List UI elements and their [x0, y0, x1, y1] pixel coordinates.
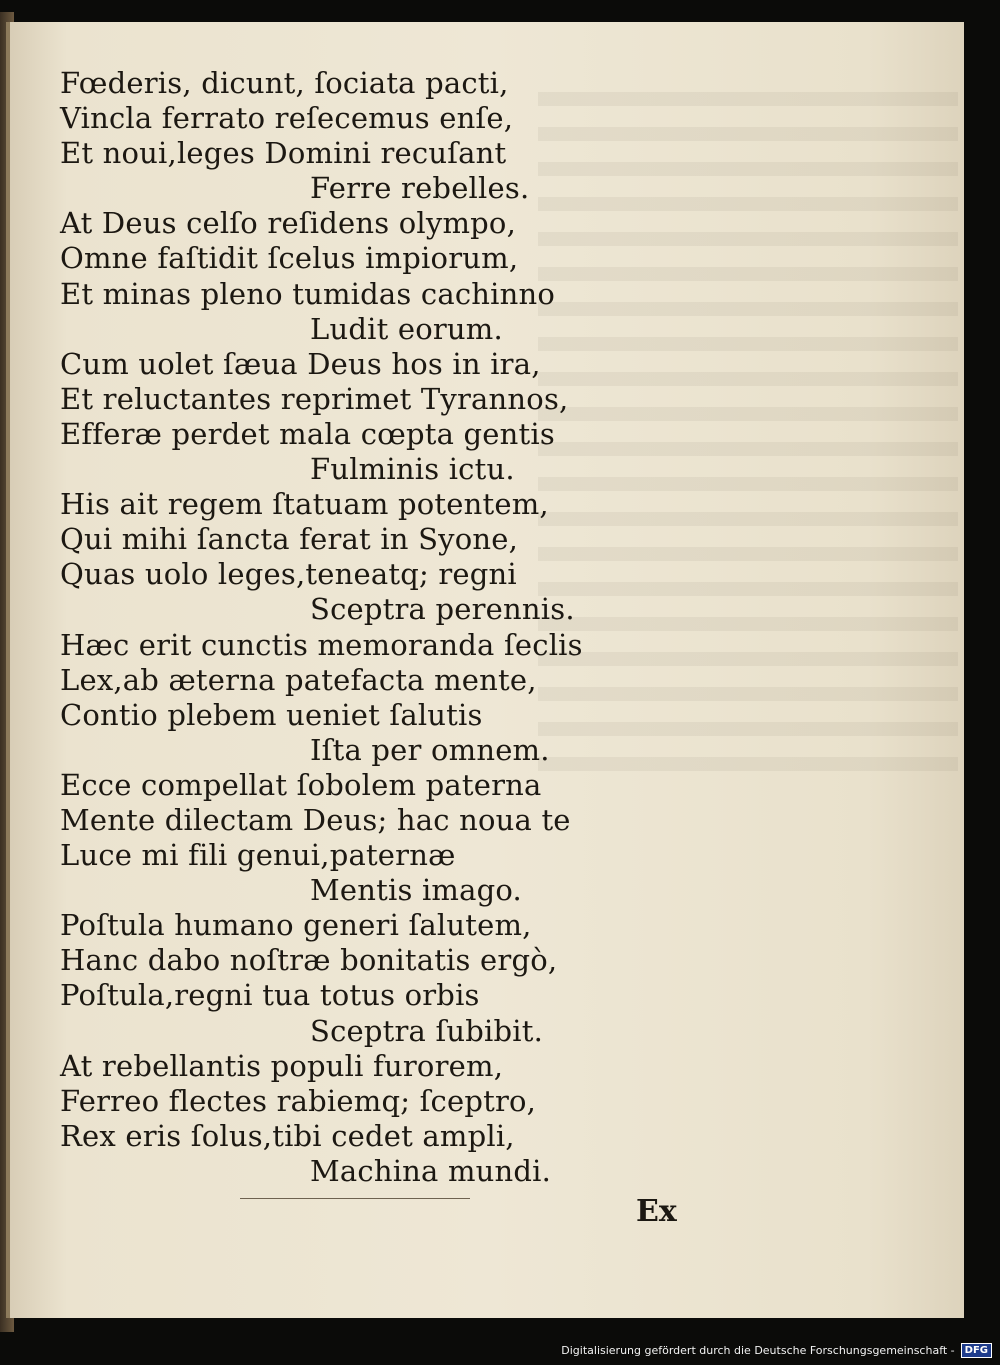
verse-line-adonic: Iſta per omnem.: [310, 732, 550, 767]
verse-line: Et noui,leges Domini recuſant: [60, 136, 507, 171]
verse-line: Lex,ab æterna patefacta mente,: [60, 662, 537, 697]
verse-line: Qui mihi ſancta ferat in Syone,: [60, 522, 519, 557]
verse-line-adonic: Ferre rebelles.: [310, 171, 530, 206]
verse-line-adonic: Sceptra ſubibit.: [310, 1013, 544, 1048]
verse-line-adonic: Machina mundi.: [310, 1153, 552, 1188]
verse-line: Poſtula humano generi ſalutem,: [60, 908, 532, 943]
verse-line: At rebellantis populi furorem,: [60, 1048, 504, 1083]
catchword: Ex: [636, 1194, 677, 1229]
verse-line: Luce mi fili genui,paternæ: [60, 838, 456, 873]
verse-line-adonic: Fulminis ictu.: [310, 452, 515, 487]
digitization-credit: [561, 1339, 992, 1361]
verse-line: Rex eris ſolus,tibi cedet ampli,: [60, 1118, 515, 1153]
poem-text: [60, 66, 680, 1189]
verse-line: Poſtula,regni tua totus orbis: [60, 978, 480, 1013]
verse-line: Efferæ perdet mala cœpta gentis: [60, 416, 555, 451]
verse-line: Hæc erit cunctis memoranda ſeclis: [60, 627, 583, 662]
verse-line: Vincla ferrato reſecemus enſe,: [60, 101, 514, 136]
verse-line-adonic: Mentis imago.: [310, 873, 522, 908]
verse-line: Fœderis, dicunt, ſociata pacti,: [60, 66, 509, 100]
dfg-logo-icon: DFG: [961, 1343, 992, 1358]
verse-line: Et reluctantes reprimet Tyrannos,: [60, 381, 569, 416]
verse-line: Ferreo flectes rabiemq; ſceptro,: [60, 1083, 537, 1118]
verse-line: Omne faſtidit ſcelus impiorum,: [60, 241, 519, 276]
verse-line-adonic: Ludit eorum.: [310, 311, 503, 346]
verse-line: Cum uolet ſæua Deus hos in ira,: [60, 346, 541, 381]
verse-line: Hanc dabo noſtræ bonitatis ergò,: [60, 943, 558, 978]
verse-line: Ecce compellat ſobolem paterna: [60, 767, 542, 802]
verse-line: At Deus celſo reſidens olympo,: [60, 206, 516, 241]
verse-line-adonic: Sceptra perennis.: [310, 592, 575, 627]
verse-line: Mente dilectam Deus; hac noua te: [60, 802, 571, 837]
verse-line: Contio plebem ueniet ſalutis: [60, 697, 483, 732]
verse-line: Quas uolo leges,teneatq; regni: [60, 557, 517, 592]
verse-line: Et minas pleno tumidas cachinno: [60, 276, 556, 311]
end-rule: [240, 1198, 470, 1199]
verse-line: His ait regem ſtatuam potentem,: [60, 487, 549, 522]
credit-text: Digitalisierung gefördert durch die Deutsche Forschungsgemeinschaft -: [561, 1343, 955, 1357]
